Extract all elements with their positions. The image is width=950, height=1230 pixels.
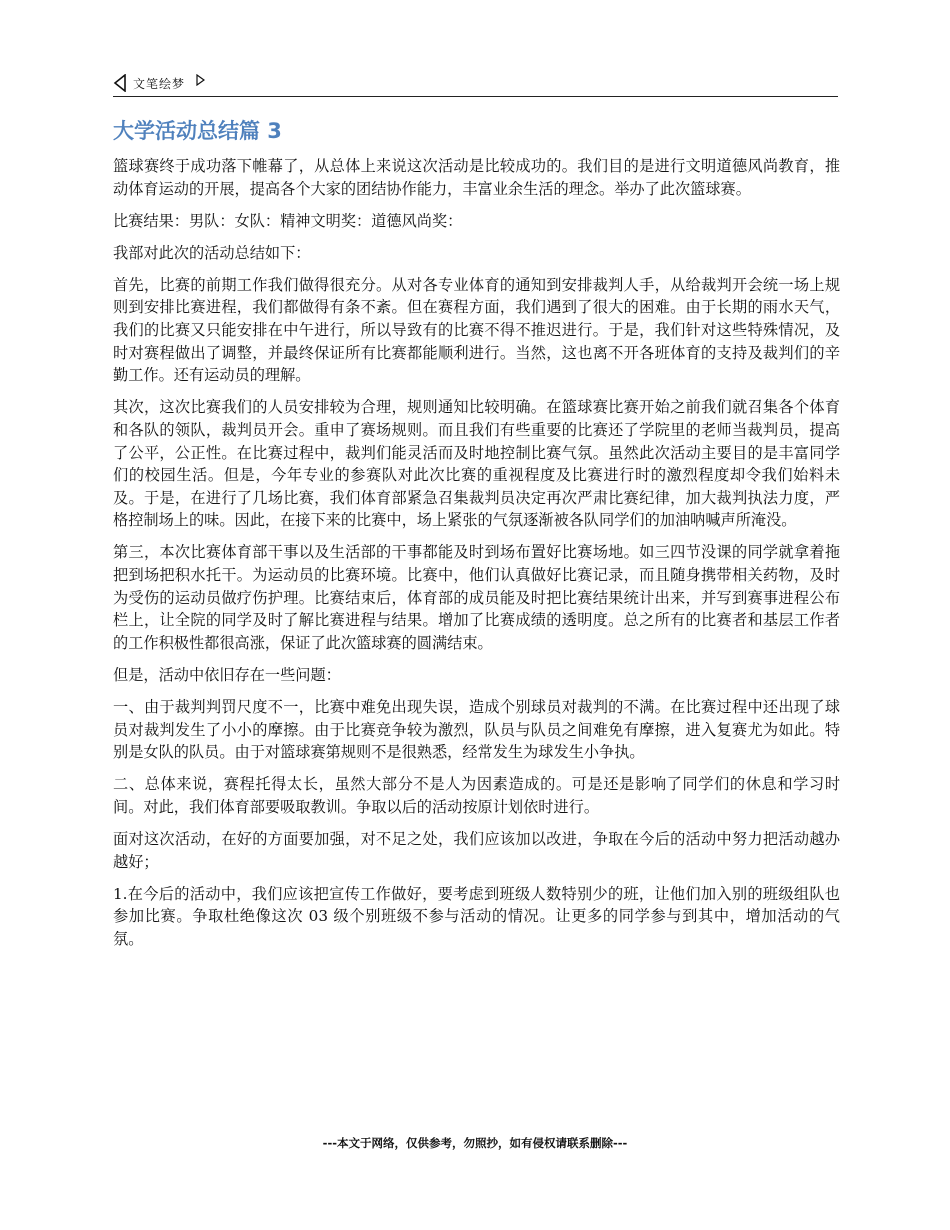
page-header: [113, 70, 838, 97]
page-footer-disclaimer: ---本文于网络，仅供参考，勿照抄，如有侵权请联系删除---: [322, 1136, 628, 1150]
paragraph: 首先，比赛的前期工作我们做得很充分。从对各专业体育的通知到安排裁判人手，从给裁判开会统一场上规则到安排比赛进程，我们都做得有条不紊。但在赛程方面，我们遇到了很大的困难。由于长期的雨水天气，我们的比赛又只能安排在中午进行，所以导致有的比赛不得不推迟进行。于是，我们针对这些特殊情况，及时对赛程做出了调整，并最终保证所有比赛都能顺利进行。当然，这也离不开各班体育的支持及裁判们的辛勤工作。还有运动员的理解。: [113, 275, 840, 385]
document-body: [113, 155, 840, 960]
paragraph: 比赛结果：男队：女队：精神文明奖：道德风尚奖：: [113, 211, 463, 230]
paragraph: 第三，本次比赛体育部干事以及生活部的干事都能及时到场布置好比赛场地。如三四节没课的同学就拿着拖把到场把积水托干。为运动员的比赛环境。比赛中，他们认真做好比赛记录，而且随身携带相关药物，及时为受伤的运动员做疗伤护理。比赛结束后，体育部的成员能及时把比赛结果统计出来，并写到赛事进程公布栏上，让全院的同学及时了解比赛进程与结果。增加了比赛成绩的透明度。总之所有的比赛者和基层工作者的工作积极性都很高涨，保证了此次篮球赛的圆满结束。: [113, 543, 840, 652]
paragraph: 面对这次活动，在好的方面要加强，对不足之处，我们应该加以改进，争取在今后的活动中努力把活动越办越好；: [113, 829, 840, 871]
paragraph: 但是，活动中依旧存在一些问题：: [113, 665, 341, 684]
paragraph: 篮球赛终于成功落下帷幕了，从总体上来说这次活动是比较成功的。我们目的是进行文明道德风尚教育，推动体育运动的开展，提高各个大家的团结协作能力，丰富业余生活的理念。举办了此次篮球赛。: [113, 157, 840, 198]
paragraph: 一、由于裁判判罚尺度不一，比赛中难免出现失误，造成个别球员对裁判的不满。在比赛过程中还出现了球员对裁判发生了小小的摩擦。由于比赛竞争较为激烈，队员与队员之间难免有摩擦，进入复赛尤为如此。特别是女队的队员。由于对篮球赛第规则不是很熟悉，经常发生为球发生小争执。: [113, 697, 840, 762]
paragraph: 二、总体来说，赛程托得太长，虽然大部分不是人为因素造成的。可是还是影响了同学们的休息和学习时间。对此，我们体育部要吸取教训。争取以后的活动按原计划依时进行。: [113, 775, 840, 816]
paragraph: 其次，这次比赛我们的人员安排较为合理，规则通知比较明确。在篮球赛比赛开始之前我们就召集各个体育和各队的领队，裁判员开会。重申了赛场规则。而且我们有些重要的比赛还了学院里的老师当裁判员，提高了公平，公正性。在比赛过程中，裁判们能灵活而及时地控制比赛气氛。虽然此次活动主要目的是丰富同学们的校园生活。但是，今年专业的参赛队对此次比赛的重视程度及比赛进行时的激烈程度却令我们始料未及。于是，在进行了几场比赛，我们体育部紧急召集裁判员决定再次严肃比赛纪律，加大裁判执法力度，严格控制场上的味。因此，在接下来的比赛中，场上紧张的气氛逐渐被各队同学们的加油呐喊声所淹没。: [113, 398, 840, 530]
brand-label: 文笔绘梦: [133, 76, 186, 91]
paragraph: 我部对此次的活动总结如下：: [113, 243, 311, 262]
document-title: 大学活动总结篇 3: [113, 119, 282, 143]
triangle-left-outline-icon: [113, 74, 127, 92]
paragraph: 1.在今后的活动中，我们应该把宣传工作做好，要考虑到班级人数特别少的班，让他们加入别的班级组队也参加比赛。争取杜绝像这次 03 级个别班级不参与活动的情况。让更多的同学参与到其中，增加活动的气氛。: [113, 884, 840, 948]
triangle-right-outline-icon: [195, 74, 205, 86]
